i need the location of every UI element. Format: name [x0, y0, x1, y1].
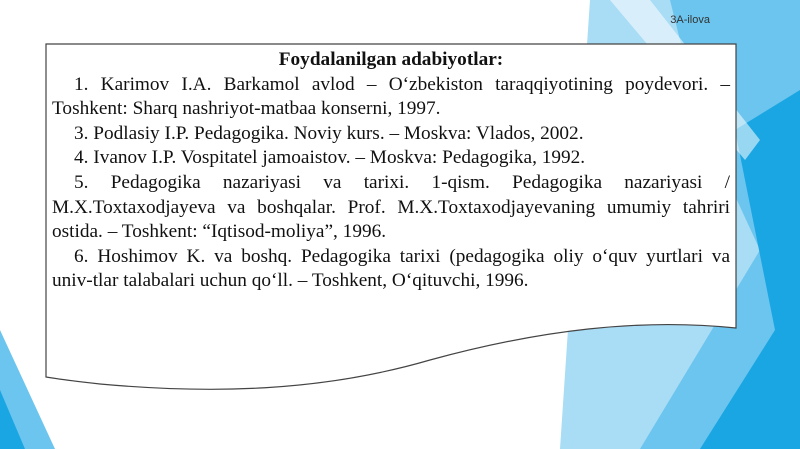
reference-item-1: 1. Karimov I.A. Barkamol avlod – O‘zbekiston taraqqiyotining poydevori. – Toshkent: Sharq nashriyot-matbaa konserni, 1997.	[52, 73, 730, 120]
reference-item-3: 3. Podlasiy I.P. Pedagogika. Noviy kurs. – Moskva: Vlados, 2002.	[74, 122, 584, 144]
slide-number-label: 3A-ilova	[670, 14, 710, 26]
reference-item-5: 5. Pedagogika nazariyasi va tarixi. 1-qism. Pedagogika nazariyasi / M.X.Toxtaxodjayeva va boshqalar. Prof. M.X.Toxtaxodjayevaning umumiy tahriri ostida. – Toshkent: “Iqtisod-moliya”, 1996.	[52, 171, 730, 243]
references-document	[52, 48, 730, 294]
reference-item-6: 6. Hoshimov K. va boshq. Pedagogika tarixi (pedagogika oliy o‘quv yurtlari va univ-tlar talabalari uchun qo‘ll. – Toshkent, O‘qituvchi, 1996.	[52, 245, 730, 292]
references-title: Foydalanilgan adabiyotlar:	[278, 49, 504, 70]
reference-item-4: 4. Ivanov I.P. Vospitatel jamoaistov. – Moskva: Pedagogika, 1992.	[74, 147, 586, 169]
